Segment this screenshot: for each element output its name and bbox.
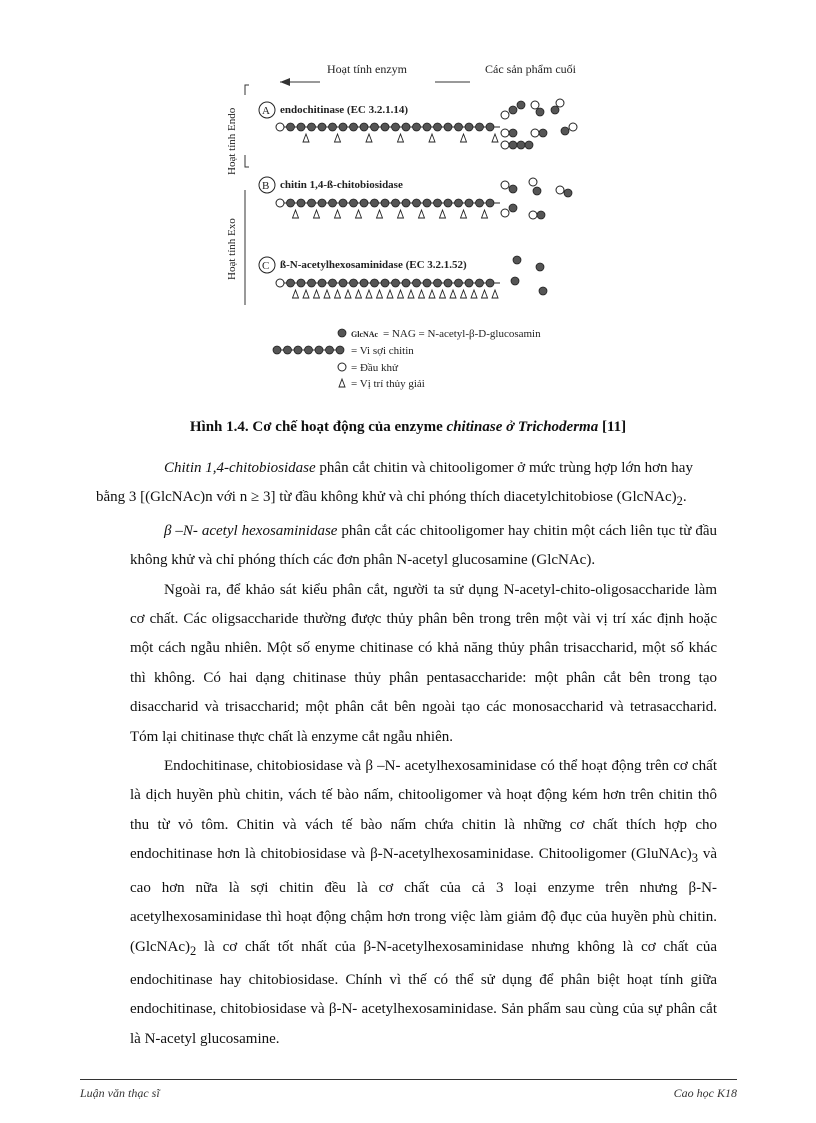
caption-prefix: Hình 1.4. Cơ chế hoạt động của enzyme: [189, 419, 447, 435]
figure-caption: [0, 419, 816, 436]
chain-a: [276, 123, 500, 142]
body-text: [96, 454, 717, 1054]
caption-suffix: [11]: [598, 419, 627, 435]
footer-rule: [80, 1079, 737, 1080]
p1-end: .: [682, 489, 687, 506]
p1-line2: bằng 3 [(GlcNAc)n với n ≥ 3] từ đầu không khử và chỉ phóng thích diacetylchitobiose (GlcNAc): [96, 489, 677, 506]
p1-italic: Chitin 1,4-chitobiosidase: [164, 460, 316, 476]
side-label-endo: Hoạt tính Endo: [226, 107, 238, 175]
footer-right: Cao học K18: [673, 1086, 737, 1100]
p4-sub1: 3: [691, 851, 699, 866]
p4-sub2: 2: [189, 943, 197, 958]
p1-rest: phân cắt chitin và chitooligomer ở mức trùng hợp lớn hơn hay: [315, 460, 693, 476]
p2-rest: phân cắt các chitooligomer hay chitin một cách liên tục từ đầu không khử và chỉ phóng thích các đơn phân N-acetyl glucosamine (GlcNAc).: [130, 522, 717, 569]
panel-c-label: ß-N-acetylhexosaminidase (EC 3.2.1.52): [280, 259, 467, 271]
chain-b: [276, 199, 500, 218]
legend-symbol-glcnac: GlcNAc: [351, 330, 379, 339]
panel-b-letter: B: [262, 180, 270, 192]
paragraph-3: Ngoài ra, để khảo sát kiểu phân cắt, người ta sử dụng N-acetyl-chito-oligosaccharide làm cơ chất. Các oligsaccharide thường được thủy phân bên trong trên một vài vị trí xác định hoặc một cách ngẫu nhiên. Một số enyme chitinase có khả năng thủy phân trisaccharid, một số khác thì không. Có hai dạng chitinase thủy phân pentasaccharide: một phân cắt bên trong tạo disaccharid và trisaccharid; một phân cắt bên ngoài tạo các monosaccharid và tetrasaccharid. Tóm lại chitinase thực chất là enzyme cắt ngẫu nhiên.: [130, 581, 717, 745]
legend-reducing-end: = Đầu khử: [351, 362, 398, 374]
panel-c-letter: C: [262, 260, 270, 272]
panel-b-label: chitin 1,4-ß-chitobiosidase: [280, 179, 403, 191]
figure-legend: [273, 328, 541, 390]
legend-glcnac: = NAG = N-acetyl-β-D-glucosamin: [383, 328, 541, 340]
paragraph-4: [130, 752, 717, 1054]
panel-a-letter: A: [262, 105, 270, 117]
p2-italic: β –N- acetyl hexosaminidase: [164, 522, 338, 539]
legend-hydrolysis-site: = Vị trí thủy giải: [351, 378, 425, 390]
p4-a: Endochitinase, chitobiosidase và β –N- acetylhexosaminidase có thể hoạt động trên cơ chất là dịch huyền phù chitin, vách tế bào nấm, chitooligomer và hoạt động kém hơn trên chitin thô thu từ vỏ tôm. Chitin và vách tế bào nấm chứa chitin là những cơ chất thích hợp cho endochitinase hơn là chitobiosidase và β-N-acetylhexosaminidase. Chitooligomer (GluNAc): [130, 758, 717, 863]
header-products: Các sản phẩm cuối: [485, 62, 576, 76]
products-b: [501, 178, 572, 219]
p4-c: là cơ chất tốt nhất của β-N-acetylhexosaminidase nhưng không là cơ chất của endochitinase hay chitobiosidase. Chính vì thế có thể sử dụng để phân biệt hoạt tính giữa endochitinase, chitobiosidase và β-N- acetylhexosaminidase. Sản phẩm sau cùng của sự phân cắt là N-acetyl glucosamine.: [130, 938, 717, 1047]
p1-sub: 2: [676, 494, 683, 509]
header-activity: Hoạt tính enzym: [327, 62, 407, 76]
products-a: [501, 99, 577, 149]
p4-b: và cao hơn nữa là sợi chitin đều là cơ chất của cả 3 loại enzyme trên nhưng β-N-acetylhexosaminidase thì hoạt động chậm hơn trong việc làm giảm độ đục của huyền phù chitin. (GlcNAc): [130, 846, 717, 955]
products-c: [511, 256, 547, 295]
panel-a-label: endochitinase (EC 3.2.1.14): [280, 104, 409, 116]
footer-left: Luận văn thạc sĩ: [80, 1086, 160, 1100]
legend-chitin: = Vi sợi chitin: [351, 345, 414, 357]
caption-italic: chitinase ở Trichoderma: [446, 419, 599, 435]
chain-c: [276, 279, 500, 298]
side-label-exo: Hoạt tính Exo: [226, 218, 238, 280]
chitinase-mechanism-figure: [215, 55, 615, 400]
paragraph-2: [130, 517, 717, 576]
paragraph-1: [96, 454, 717, 517]
